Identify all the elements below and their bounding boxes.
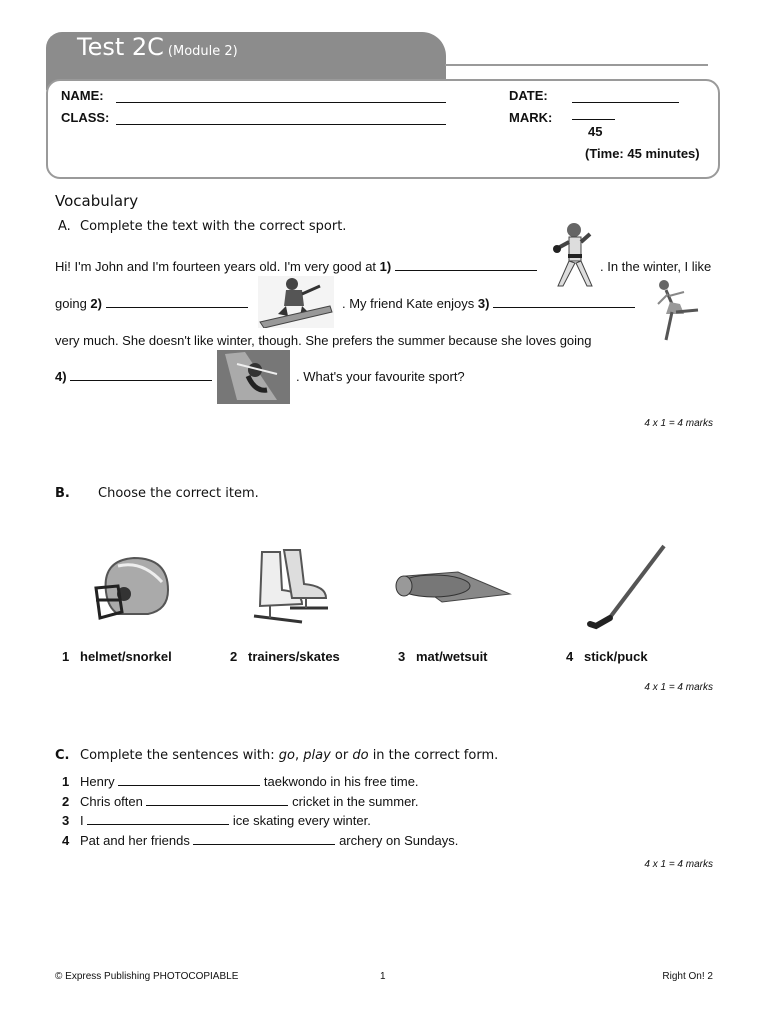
sentence-text: I: [80, 813, 88, 828]
exercise-mat-picture: [392, 566, 514, 608]
partA-text: . My friend Kate enjoys: [342, 296, 478, 311]
student-info-box: [46, 79, 720, 179]
partB-letter: B.: [55, 486, 70, 501]
mark-field[interactable]: [572, 119, 615, 120]
sentence-text: Pat and her friends: [80, 833, 194, 848]
sentence-text: ice skating every winter.: [229, 813, 371, 828]
footer-book-title: Right On! 2: [662, 971, 713, 982]
partA-line1: [55, 259, 537, 274]
header-rule: [445, 64, 708, 66]
ice-skating-picture: [654, 278, 700, 344]
gap-number: 4): [55, 369, 67, 384]
instruction-text: Complete the sentences with:: [80, 748, 279, 763]
item-3-options[interactable]: mat/wetsuit: [416, 649, 488, 664]
gap-number: 2): [90, 296, 102, 311]
sentence-1: [80, 774, 419, 789]
sentence-text: taekwondo in his free time.: [260, 774, 419, 789]
partA-letter: A.: [58, 219, 71, 234]
partC-instruction: [80, 748, 498, 763]
module-label: (Module 2): [167, 44, 238, 59]
sentence-4-blank[interactable]: [193, 834, 335, 845]
item-number: 2: [230, 649, 238, 664]
sentence-number: 1: [62, 774, 70, 789]
gap-1-blank[interactable]: [395, 260, 537, 271]
partC-letter: C.: [55, 748, 70, 763]
partA-line1-end: . In the winter, I like: [600, 259, 712, 274]
date-label: DATE:: [509, 88, 548, 103]
gap-3-blank[interactable]: [493, 297, 635, 308]
partA-text: going: [55, 296, 91, 311]
item-number: 1: [62, 649, 70, 664]
taekwondo-picture: [552, 220, 598, 292]
title-text: Test 2C: [77, 33, 164, 61]
page-number: 1: [380, 971, 386, 982]
helmet-picture: [88, 548, 174, 628]
partA-line4: [55, 369, 212, 384]
sentence-2-blank[interactable]: [146, 795, 288, 806]
gap-2-blank[interactable]: [106, 297, 248, 308]
skates-picture: [240, 546, 332, 632]
test-title: [77, 33, 238, 61]
footer-copyright: © Express Publishing PHOTOCOPIABLE: [55, 971, 239, 982]
mark-total: 45: [588, 124, 603, 139]
sentence-1-blank[interactable]: [118, 775, 260, 786]
gap-4-blank[interactable]: [70, 370, 212, 381]
sentence-4: [80, 833, 458, 848]
item-number: 4: [566, 649, 574, 664]
partA-line4-end: . What's your favourite sport?: [296, 369, 465, 384]
gap-number: 1): [379, 259, 392, 274]
section-title: Vocabulary: [55, 192, 139, 210]
partA-line3: very much. She doesn't like winter, though. She prefers the summer because she loves going: [55, 333, 592, 348]
class-label: CLASS:: [61, 110, 110, 125]
verb-play: play: [303, 748, 331, 763]
sentence-text: cricket in the summer.: [288, 794, 419, 809]
windsurfing-picture: [217, 350, 290, 404]
item-2-options[interactable]: trainers/skates: [248, 649, 340, 664]
sentence-number: 4: [62, 833, 70, 848]
gap-number: 3): [477, 296, 490, 311]
item-number: 3: [398, 649, 406, 664]
partB-marks: 4 x 1 = 4 marks: [644, 682, 713, 693]
partC-marks: 4 x 1 = 4 marks: [644, 859, 713, 870]
name-field[interactable]: [116, 102, 446, 103]
verb-go: go: [278, 748, 295, 763]
partB-instruction: Choose the correct item.: [98, 486, 259, 501]
verb-do: do: [352, 748, 369, 763]
mark-label: MARK:: [509, 110, 553, 125]
hockey-stick-picture: [586, 542, 668, 632]
instruction-text: in the correct form.: [368, 748, 499, 763]
sentence-number: 3: [62, 813, 70, 828]
sentence-text: archery on Sundays.: [335, 833, 459, 848]
sentence-text: Chris often: [80, 794, 147, 809]
partA-line2: [55, 296, 248, 311]
partA-instruction: Complete the text with the correct sport.: [80, 219, 347, 234]
class-field[interactable]: [116, 124, 446, 125]
partA-text: Hi! I'm John and I'm fourteen years old. I'm very good at: [55, 259, 380, 274]
name-label: NAME:: [61, 88, 104, 103]
item-1-options[interactable]: helmet/snorkel: [80, 649, 172, 664]
item-4-options[interactable]: stick/puck: [584, 649, 648, 664]
sentence-text: Henry: [80, 774, 119, 789]
sentence-3-blank[interactable]: [87, 814, 229, 825]
instruction-text: ,: [294, 748, 304, 763]
date-field[interactable]: [572, 102, 679, 103]
sentence-number: 2: [62, 794, 70, 809]
sentence-3: [80, 813, 371, 828]
instruction-text: or: [330, 748, 353, 763]
time-limit: (Time: 45 minutes): [585, 146, 700, 161]
partA-marks: 4 x 1 = 4 marks: [644, 418, 713, 429]
partA-line2-end: [342, 296, 635, 311]
snowboarding-picture: [258, 276, 334, 328]
sentence-2: [80, 794, 419, 809]
